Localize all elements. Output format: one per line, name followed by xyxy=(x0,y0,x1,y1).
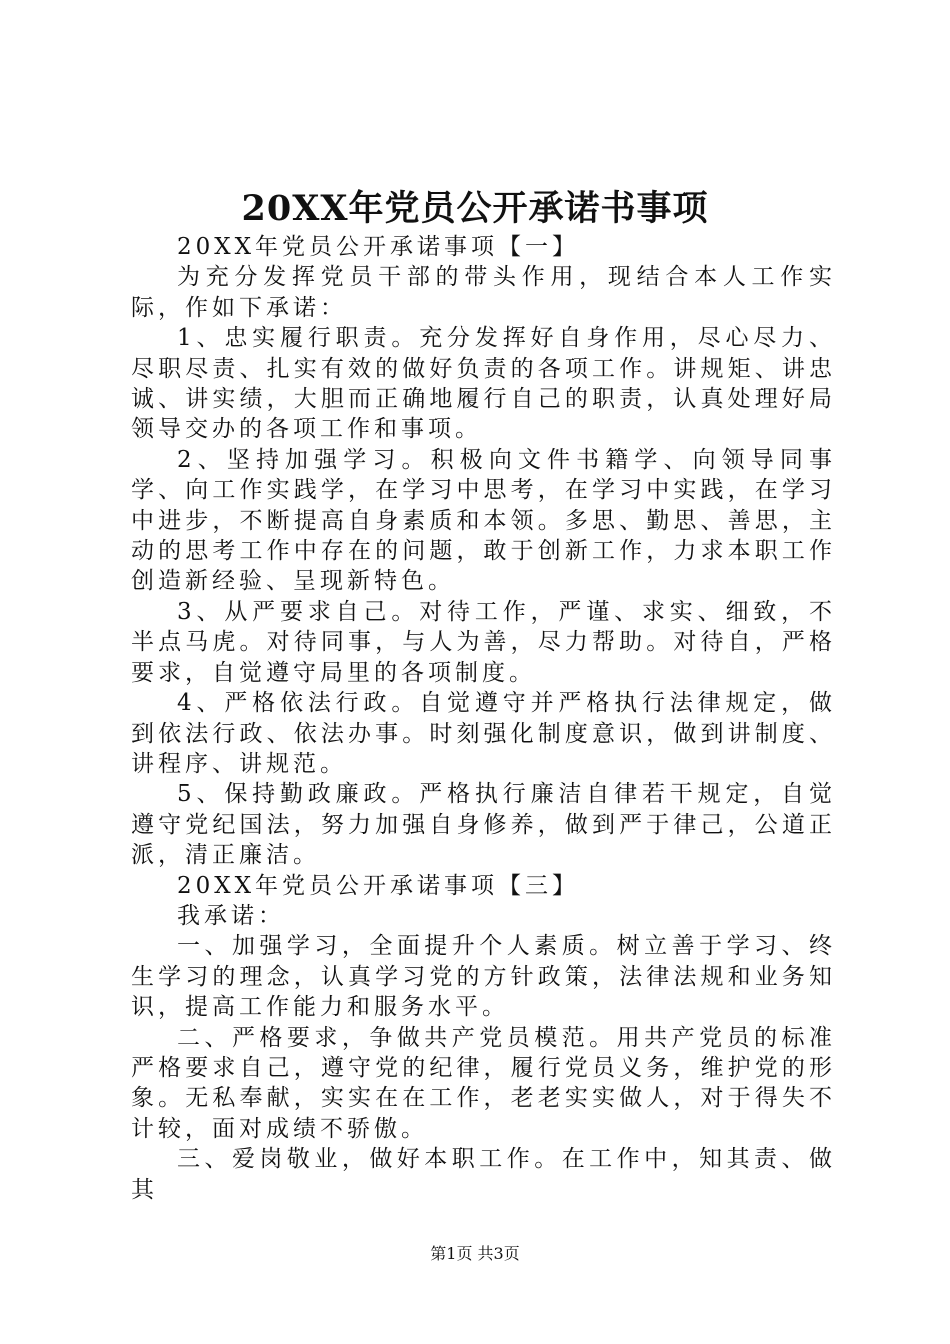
pledge-item-3: 三、爱岗敬业，做好本职工作。在工作中，知其责、做其 xyxy=(131,1146,836,1203)
document-body xyxy=(131,232,836,1205)
section-heading-one: 20XX年党员公开承诺事项【一】 xyxy=(177,234,580,260)
pledge-item-1: 一、加强学习，全面提升个人素质。树立善于学习、终生学习的理念，认真学习党的方针政策，法律法规和业务知识，提高工作能力和服务水平。 xyxy=(131,933,836,1021)
commitment-item-3: 3、从严要求自己。对待工作，严谨、求实、细致，不半点马虎。对待同事，与人为善，尽力帮助。对待自，严格要求，自觉遵守局里的各项制度。 xyxy=(131,598,836,686)
commitment-item-2: 2、坚持加强学习。积极向文件书籍学、向领导同事学、向工作实践学，在学习中思考，在学习中实践，在学习中进步，不断提高自身素质和本领。多思、勤思、善思，主动的思考工作中存在的问题，敢于创新工作，力求本职工作创造新经验、呈现新特色。 xyxy=(131,446,836,595)
commitment-item-1: 1、忠实履行职责。充分发挥好自身作用，尽心尽力、尽职尽责、扎实有效的做好负责的各项工作。讲规矩、讲忠诚、讲实绩，大胆而正确地履行自己的职责，认真处理好局领导交办的各项工作和事项。 xyxy=(131,325,836,443)
section-heading-three: 20XX年党员公开承诺事项【三】 xyxy=(177,872,580,899)
pledge-item-2: 二、严格要求，争做共产党员模范。用共产党员的标准严格要求自己，遵守党的纪律，履行党员义务，维护党的形象。无私奉献，实实在在工作，老老实实做人，对于得失不计较，面对成绩不骄傲。 xyxy=(131,1024,836,1142)
commitment-item-4: 4、严格依法行政。自觉遵守并严格执行法律规定，做到依法行政、依法办事。时刻强化制度意识，做到讲制度、讲程序、讲规范。 xyxy=(131,690,836,777)
page-number-footer: 第1页 共3页 xyxy=(430,1244,520,1263)
intro-paragraph: 为充分发挥党员干部的带头作用，现结合本人工作实际，作如下承诺： xyxy=(131,264,836,321)
commitment-item-5: 5、保持勤政廉政。严格执行廉洁自律若干规定，自觉遵守党纪国法，努力加强自身修养，做到严于律己，公道正派，清正廉洁。 xyxy=(131,781,836,869)
document-title: 20XX年党员公开承诺书事项 xyxy=(241,188,709,229)
pledge-intro: 我承诺： xyxy=(177,902,285,929)
